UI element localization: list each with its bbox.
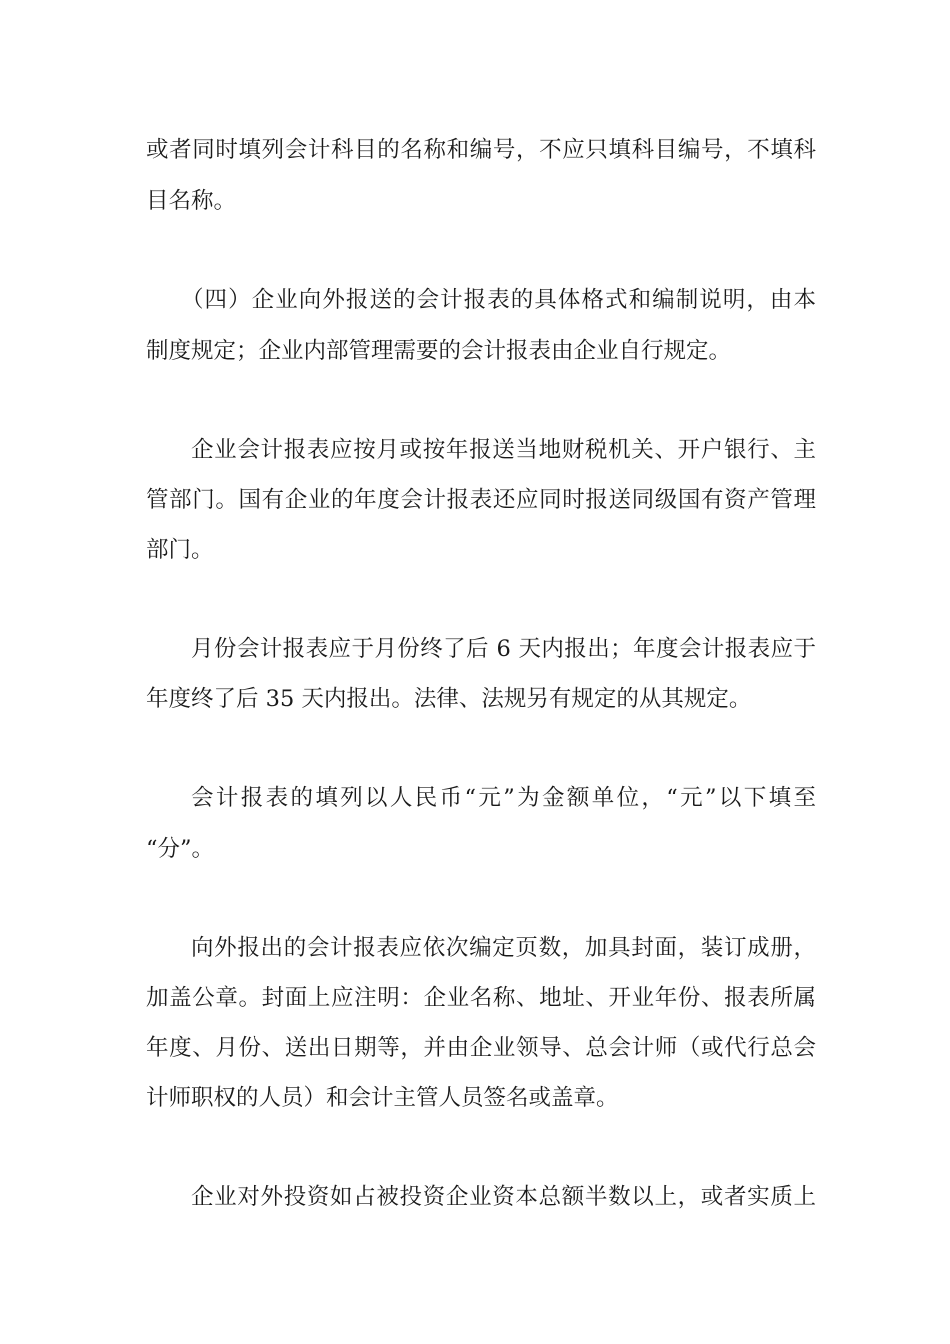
paragraph-line: 制度规定；企业内部管理需要的会计报表由企业自行规定。 xyxy=(146,338,732,364)
paragraph-line: 月份会计报表应于月份终了后 6 天内报出；年度会计报表应于 xyxy=(191,636,816,662)
paragraph-line: （四）企业向外报送的会计报表的具体格式和编制说明，由本 xyxy=(181,287,816,313)
paragraph-line: 部门。 xyxy=(146,537,214,563)
paragraph-line: 目名称。 xyxy=(146,188,237,214)
paragraph-line: 计师职权的人员）和会计主管人员签名或盖章。 xyxy=(146,1085,619,1111)
paragraph-line: 年度、月份、送出日期等，并由企业领导、总会计师（或代行总会 xyxy=(146,1035,816,1061)
paragraph-line: 向外报出的会计报表应依次编定页数，加具封面，装订成册， xyxy=(191,935,816,961)
paragraph-line: 加盖公章。封面上应注明：企业名称、地址、开业年份、报表所属 xyxy=(146,985,816,1011)
paragraph-line: 企业会计报表应按月或按年报送当地财税机关、开户银行、主 xyxy=(191,437,816,463)
paragraph-line: 或者同时填列会计科目的名称和编号，不应只填科目编号，不填科 xyxy=(146,137,816,163)
paragraph-line: 年度终了后 35 天内报出。法律、法规另有规定的从其规定。 xyxy=(146,686,752,712)
paragraph-line: 管部门。国有企业的年度会计报表还应同时报送同级国有资产管理 xyxy=(146,487,816,513)
paragraph-line: 会计报表的填列以人民币“元”为金额单位，“元”以下填至 xyxy=(191,785,816,811)
paragraph-line: 企业对外投资如占被投资企业资本总额半数以上，或者实质上 xyxy=(191,1184,816,1210)
paragraph-line: “分”。 xyxy=(146,836,215,862)
